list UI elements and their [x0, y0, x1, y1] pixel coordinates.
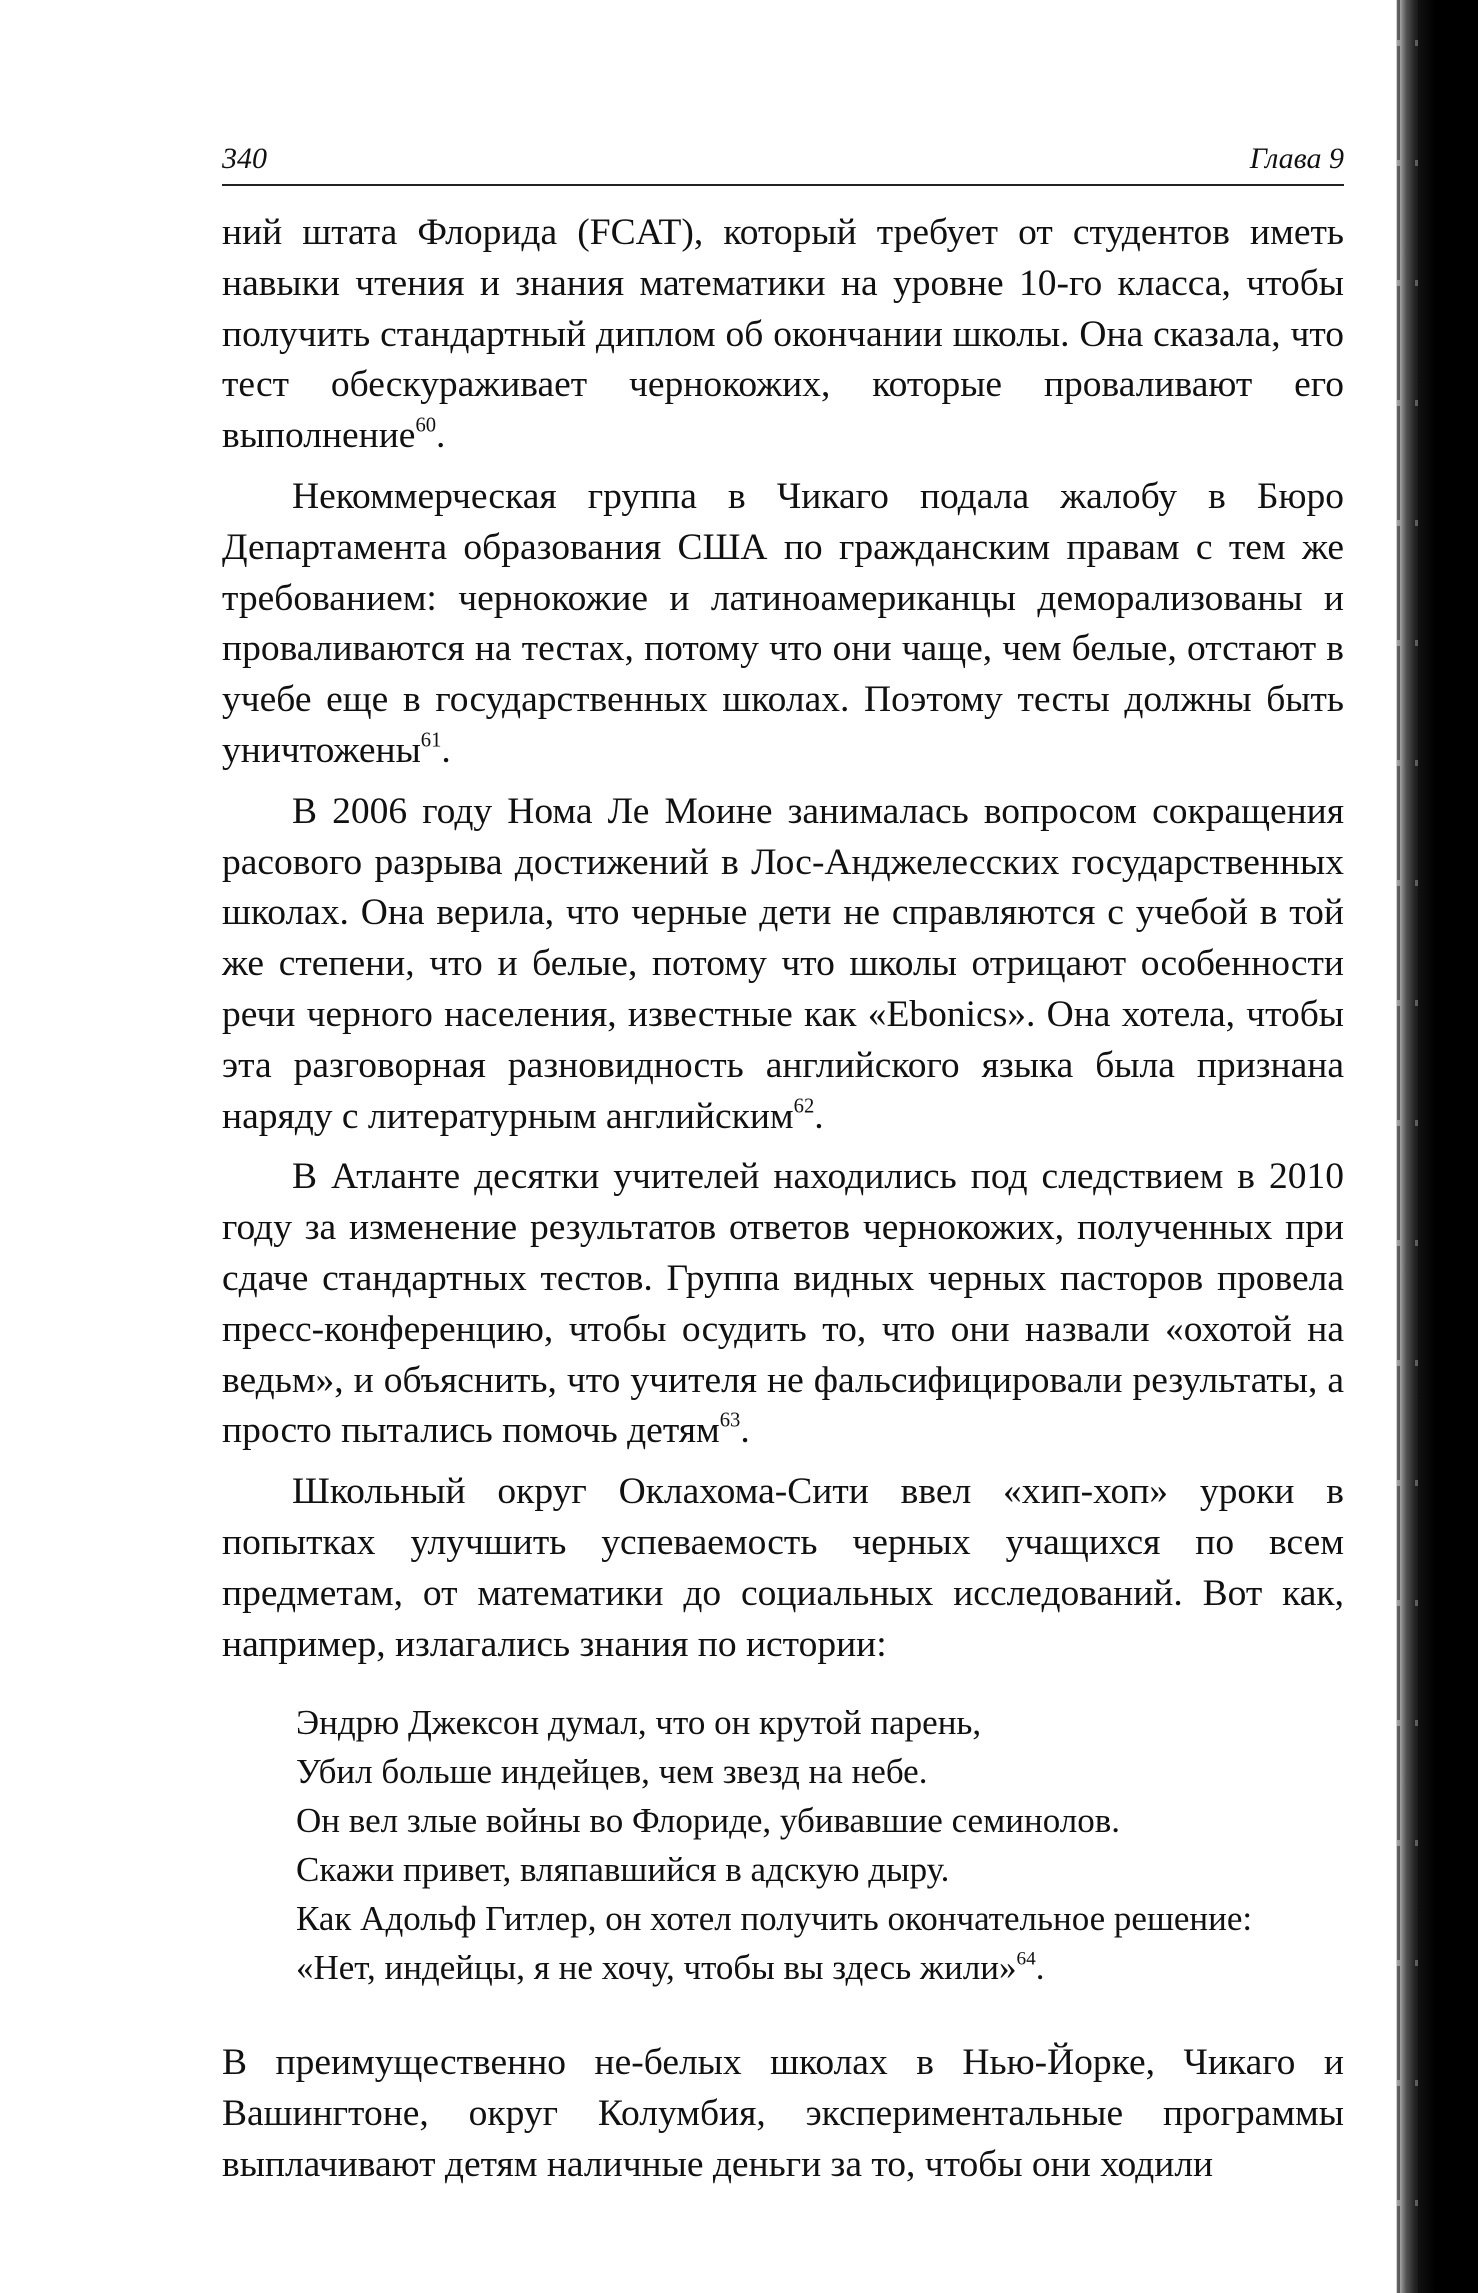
footnote-ref: 60	[415, 414, 437, 437]
running-header	[222, 140, 1344, 186]
paragraph-text: В 2006 году Нома Ле Моине занималась вопросом сокращения расового разрыва достижений в Лос-Анджелесских государственных школах. Она верила, что черные дети не справляются с учебой в той же степени, что и белые, потому что школы отрицают особенности речи черного населения, известные как «Ebonics». Она хотела, чтобы эта разговорная разновидность английского языка была признана наряду с литературным английским	[222, 790, 1344, 1137]
page-number: 340	[222, 142, 267, 175]
scan-binding-edge	[1396, 0, 1478, 2293]
paragraph: ний штата Флорида (FCAT), который требует от студентов иметь навыки чтения и знания математики на уровне 10-го класса, чтобы получить стандартный диплом об окончании школы. Она сказала, что тест обескураживает чернокожих, которые проваливают его выполнение$^{60}$.	[222, 212, 1344, 457]
poem-line: «Нет, индейцы, я не хочу, чтобы вы здесь жили»$^{64}$.	[296, 1948, 1045, 1988]
poem-quote	[296, 1698, 1344, 1992]
footnote-ref: 61	[420, 729, 442, 752]
paragraph-text: В Атланте десятки учителей находились под следствием в 2010 году за изменение результатов ответов чернокожих, полученных при сдаче стандартных тестов. Группа видных черных пасторов провела пресс-конференцию, чтобы осудить то, что они назвали «охотой на ведьм», и объяснить, что учителя не фальсифицировали результаты, а просто пытались помочь детям	[222, 1156, 1344, 1452]
paragraph-text: Школьный округ Оклахома-Сити ввел «хип-хоп» уроки в попытках улучшить успеваемость черных учащихся по всем предметам, от математики до социальных исследований. Вот как, например, излагались знания по истории:	[222, 1471, 1344, 1665]
footnote-ref: 63	[719, 1409, 741, 1432]
paragraph-text: ний штата Флорида (FCAT), который требует от студентов иметь навыки чтения и знания математики на уровне 10-го класса, чтобы получить стандартный диплом об окончании школы. Она сказала, что тест обескураживает чернокожих, которые проваливают его выполнение	[222, 212, 1344, 457]
poem-line: Эндрю Джексон думал, что он крутой парень,	[296, 1703, 982, 1743]
footnote-ref: 62	[793, 1095, 815, 1118]
footnote-ref: 64	[1016, 1948, 1036, 1970]
scan-streak	[1397, 0, 1400, 2293]
paragraph: Некоммерческая группа в Чикаго подала жалобу в Бюро Департамента образования США по гражданским правам с тем же требованием: чернокожие и латиноамериканцы деморализованы и проваливаются на тестах, потому что они чаще, чем белые, отстают в учебе еще в государственных школах. Поэтому тесты должны быть уничтожены$^{61}$.	[222, 475, 1344, 771]
poem-line-text: «Нет, индейцы, я не хочу, чтобы вы здесь жили»	[296, 1948, 1017, 1988]
chapter-title: Глава 9	[1249, 142, 1344, 175]
paragraph-text: В преимущественно не-белых школах в Нью-Йорке, Чикаго и Вашингтоне, округ Колумбия, экспериментальные программы выплачивают детям наличные деньги за то, чтобы они ходили	[222, 2042, 1344, 2185]
paragraph	[222, 2038, 1344, 2190]
poem-line: Убил больше индейцев, чем звезд на небе.	[296, 1752, 928, 1792]
paragraph	[222, 1467, 1344, 1670]
body-text	[222, 208, 1344, 2191]
poem-line: Как Адольф Гитлер, он хотел получить окончательное решение:	[296, 1899, 1253, 1939]
paragraph: В 2006 году Нома Ле Моине занималась вопросом сокращения расового разрыва достижений в Лос-Анджелесских государственных школах. Она верила, что черные дети не справляются с учебой в той же степени, что и белые, потому что школы отрицают особенности речи черного населения, известные как «Ebonics». Она хотела, чтобы эта разговорная разновидность английского языка была признана наряду с литературным английским$^{62}$.	[222, 790, 1344, 1137]
scan-streak	[1415, 0, 1418, 2293]
poem-line: Он вел злые войны во Флориде, убивавшие семинолов.	[296, 1801, 1120, 1841]
poem-line: Скажи привет, вляпавшийся в адскую дыру.	[296, 1850, 950, 1890]
paragraph: В Атланте десятки учителей находились под следствием в 2010 году за изменение результатов ответов чернокожих, полученных при сдаче стандартных тестов. Группа видных черных пасторов провела пресс-конференцию, чтобы осудить то, что они назвали «охотой на ведьм», и объяснить, что учителя не фальсифицировали результаты, а просто пытались помочь детям$^{63}$.	[222, 1156, 1344, 1452]
paragraph-text: Некоммерческая группа в Чикаго подала жалобу в Бюро Департамента образования США по гражданским правам с тем же требованием: чернокожие и латиноамериканцы деморализованы и проваливаются на тестах, потому что они чаще, чем белые, отстают в учебе еще в государственных школах. Поэтому тесты должны быть уничтожены	[222, 475, 1344, 771]
